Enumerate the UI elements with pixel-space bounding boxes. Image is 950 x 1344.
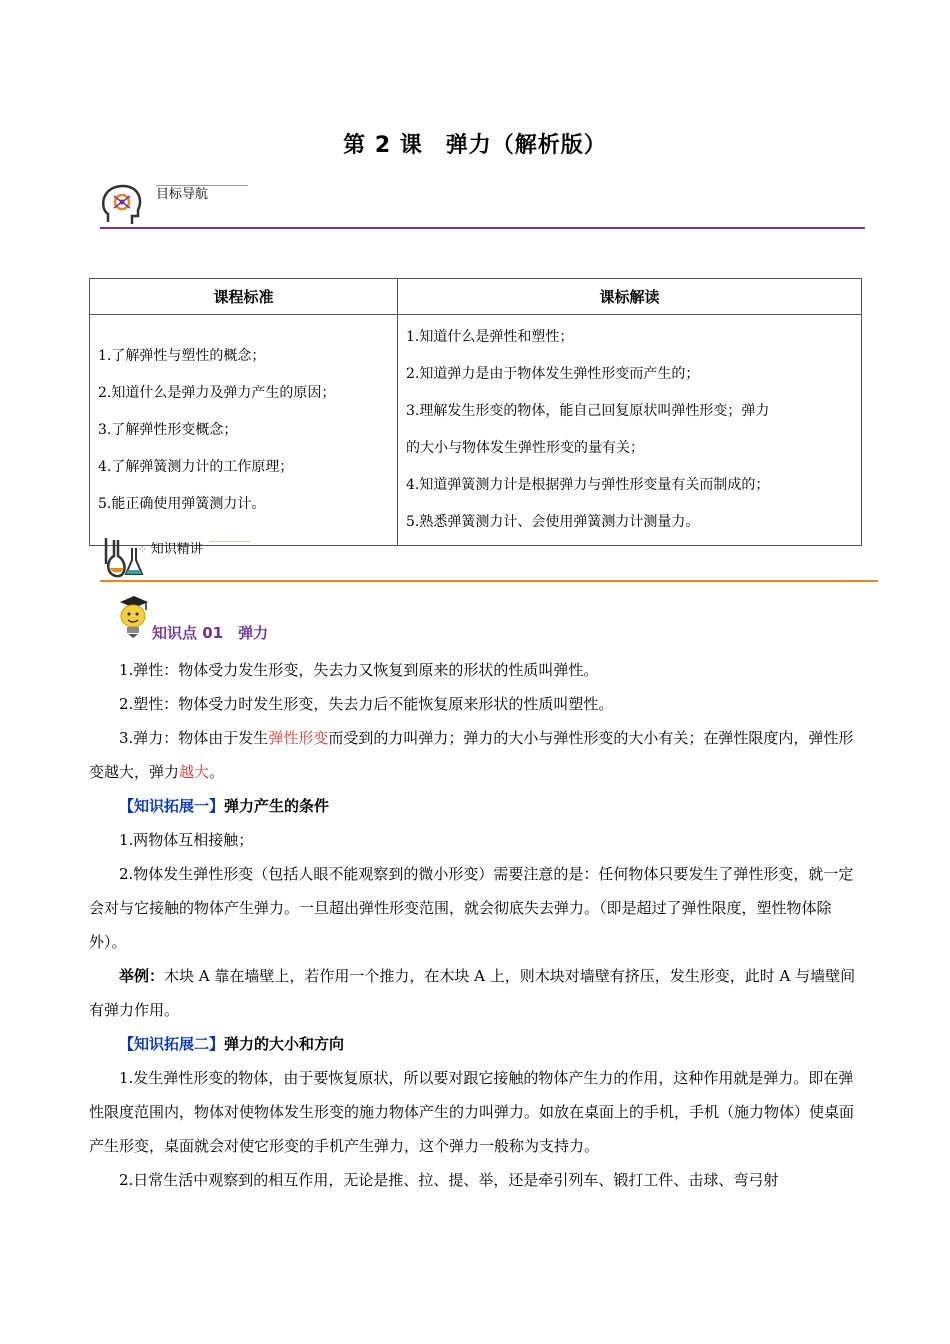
list-item: 3.理解发生形变的物体，能自己回复原状叫弹性形变；弹力 [406, 403, 770, 419]
section-knowledge-header [100, 534, 875, 584]
example-text: 木块 A 靠在墙壁上，若作用一个推力，在木块 A 上，则木块对墙壁有挤压，发生形变，此时 A 与墙壁间有弹力作用。 [89, 967, 856, 1019]
paragraph-condition-2: 2.物体发生弹性形变（包括人眼不能观察到的微小形变）需要注意的是：任何物体只要发生了弹性形变，就一定会对与它接触的物体产生弹力。一旦超出弹性形变范围，就会彻底失去弹力。（即是超过了弹性限度，塑性物体除外）。 [89, 865, 854, 951]
section-knowledge-label [138, 538, 203, 557]
list-item: 4.了解弹簧测力计的工作原理； [98, 458, 294, 475]
paragraph-example [89, 959, 862, 1027]
sparkle-icon: ⁘ [138, 543, 151, 556]
paragraph-elasticity: 1.弹性：物体受力发生形变，失去力又恢复到原来的形状的性质叫弹性。 [119, 661, 599, 679]
extension-one-title: 弹力产生的条件 [224, 797, 330, 815]
text-run: 。 [209, 763, 225, 781]
list-item: 2.知道什么是弹力及弹力产生的原因； [98, 384, 336, 401]
list-item: 1.知道什么是弹性和塑性； [406, 329, 574, 345]
text-run: 3.弹力：物体由于发生 [119, 729, 269, 747]
extension-one-heading [89, 789, 862, 823]
list-item: 的大小与物体发生弹性形变的量有关； [406, 440, 644, 456]
section-knowledge-rule [100, 580, 878, 582]
graduate-bulb-icon [116, 594, 154, 640]
brain-gear-icon [100, 182, 144, 230]
extension-two-title: 弹力的大小和方向 [224, 1035, 345, 1053]
list-item: 4.知道弹簧测力计是根据弹力与弹性形变量有关而制成的； [406, 477, 770, 493]
list-item: 2.知道弹力是由于物体发生弹性形变而产生的； [406, 366, 700, 382]
list-item: 5.能正确使用弹簧测力计。 [98, 495, 266, 512]
highlight-elastic-deformation: 弹性形变 [268, 729, 329, 747]
section-goal-header [100, 180, 865, 230]
standard-cell [90, 315, 398, 546]
paragraph-elastic-force [89, 721, 862, 789]
table-header-row [90, 279, 862, 315]
table-header-standard: 课程标准 [90, 279, 398, 315]
section-goal-label: 目标导航 [156, 187, 209, 202]
interpretation-cell [398, 315, 862, 546]
highlight-larger: 越大 [179, 763, 210, 781]
knowledge-point-title: 知识点 01 弹力 [152, 624, 269, 642]
text-run: 而受到的力叫弹力；弹力的大小与弹性形变的大小有关；在弹性限度内，弹性形变越大，弹力 [89, 729, 854, 781]
list-item: 1.了解弹性与塑性的概念； [98, 347, 266, 364]
section-goal-rule [100, 227, 865, 229]
standards-table [89, 278, 862, 546]
section-knowledge-text: 知识精讲 [150, 542, 203, 557]
table-header-interpretation: 课标解读 [398, 279, 862, 315]
content-body [89, 653, 862, 1197]
example-tag: 举例： [119, 967, 165, 985]
paragraph-plasticity: 2.塑性：物体受力时发生形变，失去力后不能恢复原来形状的性质叫塑性。 [119, 695, 614, 713]
extension-two-heading [89, 1027, 862, 1061]
list-item: 3.了解弹性形变概念； [98, 421, 238, 438]
paragraph-condition-1: 1.两物体互相接触； [119, 831, 254, 849]
extension-one-tag: 【知识拓展一】 [119, 797, 225, 815]
list-item: 5.熟悉弹簧测力计、会使用弹簧测力计测量力。 [406, 514, 700, 530]
paragraph-size-direction-2: 2.日常生活中观察到的相互作用，无论是推、拉、提、举，还是牵引列车、锻打工件、击球、弯弓射 [119, 1171, 779, 1189]
paragraph-size-direction-1: 1.发生弹性形变的物体，由于要恢复原状，所以要对跟它接触的物体产生力的作用，这种作用就是弹力。即在弹性限度范围内，物体对使物体发生形变的施力物体产生的力叫弹力。如放在桌面上的手机，手机（施力物体）使桌面产生形变，桌面就会对使它形变的手机产生弹力，这个弹力一般称为支持力。 [89, 1069, 855, 1155]
page-title: 第 2 课 弹力（解析版） [343, 133, 607, 158]
extension-two-tag: 【知识拓展二】 [119, 1035, 225, 1053]
section-goal-underline [156, 185, 248, 186]
table-row [90, 315, 862, 546]
section-knowledge-underline [210, 541, 250, 542]
